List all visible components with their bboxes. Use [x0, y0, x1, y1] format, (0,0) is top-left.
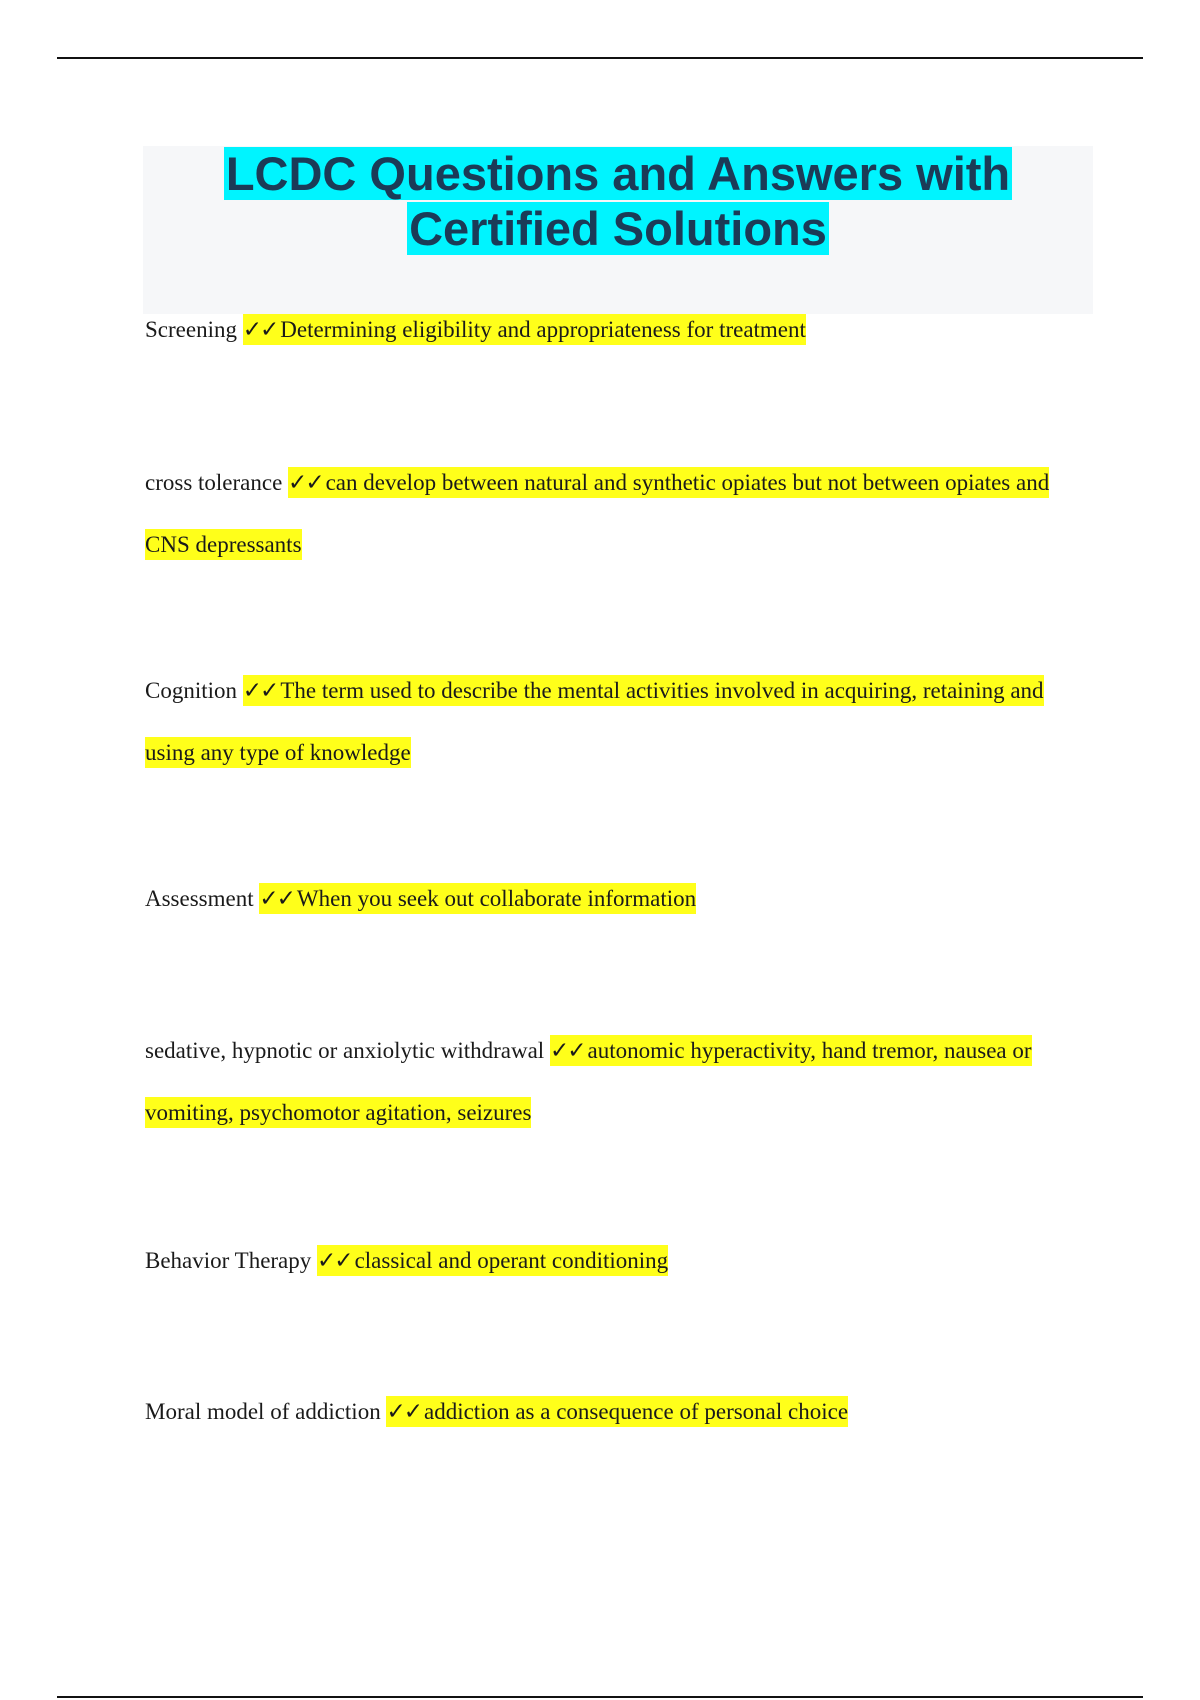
qa-entry-moral-model: [145, 1381, 1085, 1443]
entry-term: Assessment: [145, 886, 254, 911]
double-check-icon: ✓✓: [549, 1038, 585, 1064]
footer-rule: [57, 1696, 1143, 1698]
double-check-icon: ✓✓: [386, 1399, 421, 1425]
title-line-1: LCDC Questions and Answers with: [225, 147, 1011, 200]
entry-answer: classical and operant conditioning: [354, 1248, 669, 1273]
entry-term: sedative, hypnotic or anxiolytic withdrawal: [145, 1038, 545, 1063]
entry-answer-highlight: [317, 1245, 668, 1276]
qa-entry-screening: [145, 299, 1085, 361]
double-check-icon: ✓✓: [242, 678, 278, 704]
entry-term: cross tolerance: [145, 470, 283, 495]
double-check-icon: ✓✓: [317, 1248, 352, 1274]
qa-entry-cross-tolerance: [145, 452, 1085, 575]
entry-answer: addiction as a consequence of personal choice: [424, 1399, 849, 1424]
entry-term: Moral model of addiction: [145, 1399, 381, 1424]
entry-answer: autonomic hyperactivity, hand tremor, nausea or vomiting, psychomotor agitation, seizures: [145, 1038, 1032, 1125]
entry-answer-highlight: [145, 675, 1044, 768]
entry-answer: The term used to describe the mental activities involved in acquiring, retaining and using any type of knowledge: [145, 678, 1044, 765]
double-check-icon: ✓✓: [242, 317, 278, 343]
entry-answer-highlight: [243, 314, 806, 345]
entry-answer: Determining eligibility and appropriateness for treatment: [280, 317, 806, 342]
entry-answer-highlight: [259, 883, 696, 914]
qa-entry-assessment: [145, 868, 1085, 930]
entry-answer-highlight: [386, 1396, 848, 1427]
qa-entry-sedative-withdrawal: [145, 1020, 1085, 1143]
entry-answer: When you seek out collaborate information: [296, 886, 697, 911]
entry-term: Cognition: [145, 678, 238, 703]
entry-answer: can develop between natural and synthetic opiates but not between opiates and CNS depressants: [145, 470, 1050, 557]
entry-term: Screening: [145, 317, 237, 342]
page-title: [143, 146, 1093, 256]
qa-entry-behavior-therapy: [145, 1230, 1085, 1292]
qa-entry-cognition: [145, 660, 1085, 783]
title-line-2: Certified Solutions: [409, 202, 827, 255]
double-check-icon: ✓✓: [288, 470, 323, 496]
header-rule: [57, 57, 1143, 59]
double-check-icon: ✓✓: [259, 886, 294, 912]
entry-term: Behavior Therapy: [145, 1248, 312, 1273]
